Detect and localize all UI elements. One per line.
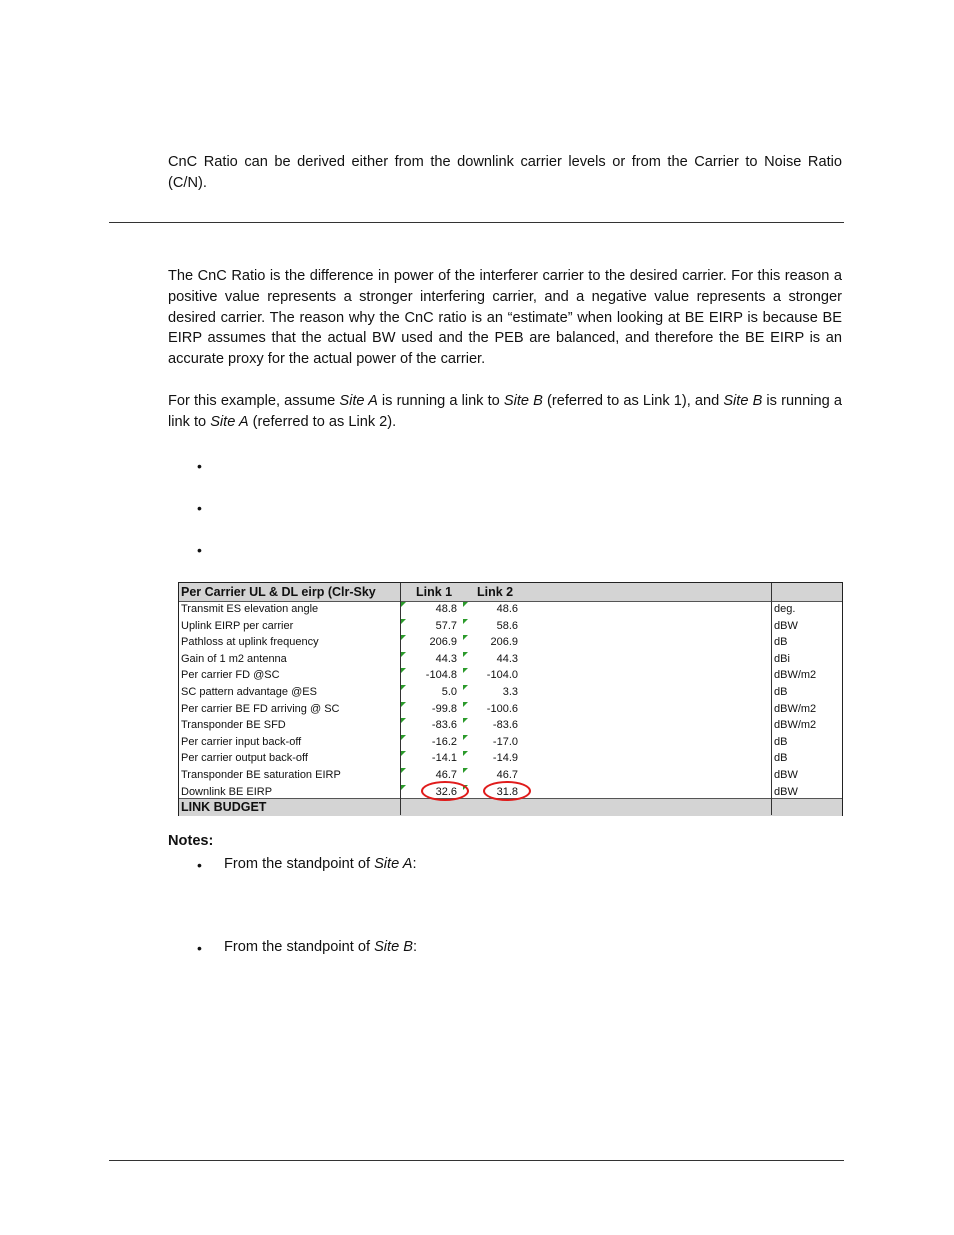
sheet-row bbox=[179, 652, 842, 669]
cell-comment-marker bbox=[401, 635, 406, 640]
cell-comment-marker bbox=[401, 751, 406, 756]
row-link1-value: 32.6 bbox=[435, 785, 457, 798]
sheet-row bbox=[179, 668, 842, 685]
sheet-row bbox=[179, 619, 842, 636]
cell-comment-marker bbox=[401, 768, 406, 773]
cell-comment-marker bbox=[463, 685, 468, 690]
cell-comment-marker bbox=[463, 602, 468, 607]
row-link2-value: -100.6 bbox=[486, 702, 518, 715]
row-link1-value: -14.1 bbox=[431, 752, 457, 765]
row-link2-value: -17.0 bbox=[492, 735, 518, 748]
cell-comment-marker bbox=[401, 602, 406, 607]
row-label: Transponder BE SFD bbox=[181, 719, 286, 732]
row-unit: dBW bbox=[774, 619, 798, 632]
row-label: Transponder BE saturation EIRP bbox=[181, 769, 341, 781]
notes-heading: Notes: bbox=[168, 833, 214, 849]
cell-comment-marker bbox=[463, 619, 468, 624]
sheet-header-row bbox=[179, 583, 842, 602]
sheet-row bbox=[179, 718, 842, 735]
sheet-row bbox=[179, 685, 842, 702]
row-link1-value: -99.8 bbox=[431, 702, 457, 715]
sheet-header-label: Per Carrier UL & DL eirp (Clr-Sky bbox=[181, 585, 376, 599]
sheet-row bbox=[179, 635, 842, 652]
cell-comment-marker bbox=[401, 785, 406, 790]
sheet-row bbox=[179, 702, 842, 719]
row-link2-value: -83.6 bbox=[492, 719, 518, 732]
sheet-row bbox=[179, 751, 842, 768]
row-link2-value: 206.9 bbox=[490, 636, 518, 649]
highlight-circle-link1 bbox=[421, 781, 469, 801]
column-divider bbox=[771, 583, 772, 815]
row-unit: dBW/m2 bbox=[774, 669, 817, 682]
row-unit: dBW/m2 bbox=[774, 702, 817, 715]
site-b-ref: Site B bbox=[723, 393, 763, 409]
bullet-point: • bbox=[197, 458, 202, 474]
row-label: Per carrier BE FD arriving @ SC bbox=[181, 702, 340, 715]
sheet-row bbox=[179, 602, 842, 619]
row-unit: dBW/m2 bbox=[774, 719, 817, 732]
row-link1-value: 46.7 bbox=[435, 769, 457, 781]
row-link2-value: 31.8 bbox=[496, 785, 518, 798]
cell-comment-marker bbox=[463, 652, 468, 657]
cell-comment-marker bbox=[463, 668, 468, 673]
example-text: is running a link to bbox=[377, 393, 504, 409]
row-link2-value: 48.6 bbox=[496, 603, 518, 615]
sheet-header-link1: Link 1 bbox=[416, 585, 453, 599]
example-paragraph bbox=[168, 391, 842, 433]
note-site-b bbox=[224, 937, 417, 957]
row-link1-value: 44.3 bbox=[435, 652, 457, 665]
site-a-ref: Site A bbox=[339, 393, 378, 409]
row-unit: dB bbox=[774, 686, 788, 698]
cell-comment-marker bbox=[463, 751, 468, 756]
row-label: Downlink BE EIRP bbox=[181, 785, 273, 798]
example-text: (referred to as Link 2). bbox=[248, 413, 397, 430]
row-label: Transmit ES elevation angle bbox=[181, 603, 319, 615]
cnc-definition-paragraph: The CnC Ratio is the difference in power of the interferer carrier to the desired carrier. For this reason a positive value represents a stronger interfering carrier, and a negative value represents a stronger desired carrier. The reason why the CnC ratio is an “estimate” when looking at BE EIRP is because BE EIRP assumes that the actual BW used and the PEB are balanced, and therefore the BE EIRP is an accurate proxy for the actual power of the carrier. bbox=[168, 268, 842, 368]
note-text: From the standpoint of bbox=[224, 856, 375, 872]
note-text: : bbox=[412, 856, 417, 872]
cell-comment-marker bbox=[401, 619, 406, 624]
bullet-point: • bbox=[197, 857, 202, 873]
row-link1-value: -104.8 bbox=[425, 669, 457, 682]
sheet-footer-label: LINK BUDGET bbox=[181, 800, 267, 814]
sheet-row bbox=[179, 735, 842, 752]
row-link1-value: 5.0 bbox=[441, 686, 457, 698]
cell-comment-marker bbox=[463, 702, 468, 707]
cell-comment-marker bbox=[401, 702, 406, 707]
bullet-point: • bbox=[197, 542, 202, 558]
row-label: Uplink EIRP per carrier bbox=[181, 619, 294, 632]
bullet-point: • bbox=[197, 940, 202, 956]
link-budget-spreadsheet bbox=[178, 582, 843, 816]
row-link2-value: 44.3 bbox=[496, 652, 518, 665]
row-link2-value: 46.7 bbox=[496, 769, 518, 781]
row-link1-value: 48.8 bbox=[435, 603, 457, 615]
row-label: Pathloss at uplink frequency bbox=[181, 636, 319, 649]
site-b-ref: Site B bbox=[503, 393, 543, 409]
cell-comment-marker bbox=[401, 652, 406, 657]
column-divider bbox=[400, 583, 401, 815]
row-unit: dB bbox=[774, 636, 788, 649]
row-unit: dBW bbox=[774, 769, 798, 781]
site-a-ref: Site A bbox=[210, 413, 249, 430]
note-text: From the standpoint of bbox=[224, 939, 375, 955]
row-link2-value: 58.6 bbox=[496, 619, 518, 632]
sheet-header-link2: Link 2 bbox=[477, 585, 514, 599]
cell-comment-marker bbox=[463, 768, 468, 773]
cell-comment-marker bbox=[401, 718, 406, 723]
intro-paragraph: CnC Ratio can be derived either from the downlink carrier levels or from the Carrier to Noise Ratio (C/N). bbox=[168, 154, 842, 191]
example-text: (referred to as Link 1), and bbox=[542, 393, 724, 409]
note-text: : bbox=[413, 939, 418, 955]
row-label: Per carrier FD @SC bbox=[181, 669, 280, 682]
cell-comment-marker bbox=[463, 718, 468, 723]
highlight-circle-link2 bbox=[483, 781, 531, 801]
bullet-point: • bbox=[197, 500, 202, 516]
row-label: Per carrier input back-off bbox=[181, 735, 302, 748]
row-unit: dBW bbox=[774, 785, 798, 798]
row-link2-value: 3.3 bbox=[502, 686, 518, 698]
example-text: is running a link to bbox=[168, 393, 842, 430]
note-site-a bbox=[224, 854, 417, 874]
cell-comment-marker bbox=[463, 635, 468, 640]
row-unit: deg. bbox=[774, 603, 796, 615]
site-b-ref: Site B bbox=[374, 939, 414, 955]
row-label: Per carrier output back-off bbox=[181, 752, 308, 765]
row-link2-value: -14.9 bbox=[492, 752, 518, 765]
cell-comment-marker bbox=[463, 735, 468, 740]
row-link1-value: 206.9 bbox=[429, 636, 457, 649]
row-unit: dBi bbox=[774, 652, 790, 665]
row-label: Gain of 1 m2 antenna bbox=[181, 652, 287, 665]
row-link1-value: -83.6 bbox=[431, 719, 457, 732]
section-divider bbox=[109, 222, 844, 223]
footer-divider bbox=[109, 1160, 844, 1161]
row-link1-value: -16.2 bbox=[431, 735, 457, 748]
row-unit: dB bbox=[774, 735, 788, 748]
row-unit: dB bbox=[774, 752, 788, 765]
cell-comment-marker bbox=[401, 735, 406, 740]
example-text: For this example, assume bbox=[168, 393, 340, 409]
row-link2-value: -104.0 bbox=[486, 669, 518, 682]
row-label: SC pattern advantage @ES bbox=[181, 686, 317, 698]
cell-comment-marker bbox=[401, 668, 406, 673]
row-link1-value: 57.7 bbox=[435, 619, 457, 632]
site-a-ref: Site A bbox=[374, 856, 413, 872]
cell-comment-marker bbox=[401, 685, 406, 690]
